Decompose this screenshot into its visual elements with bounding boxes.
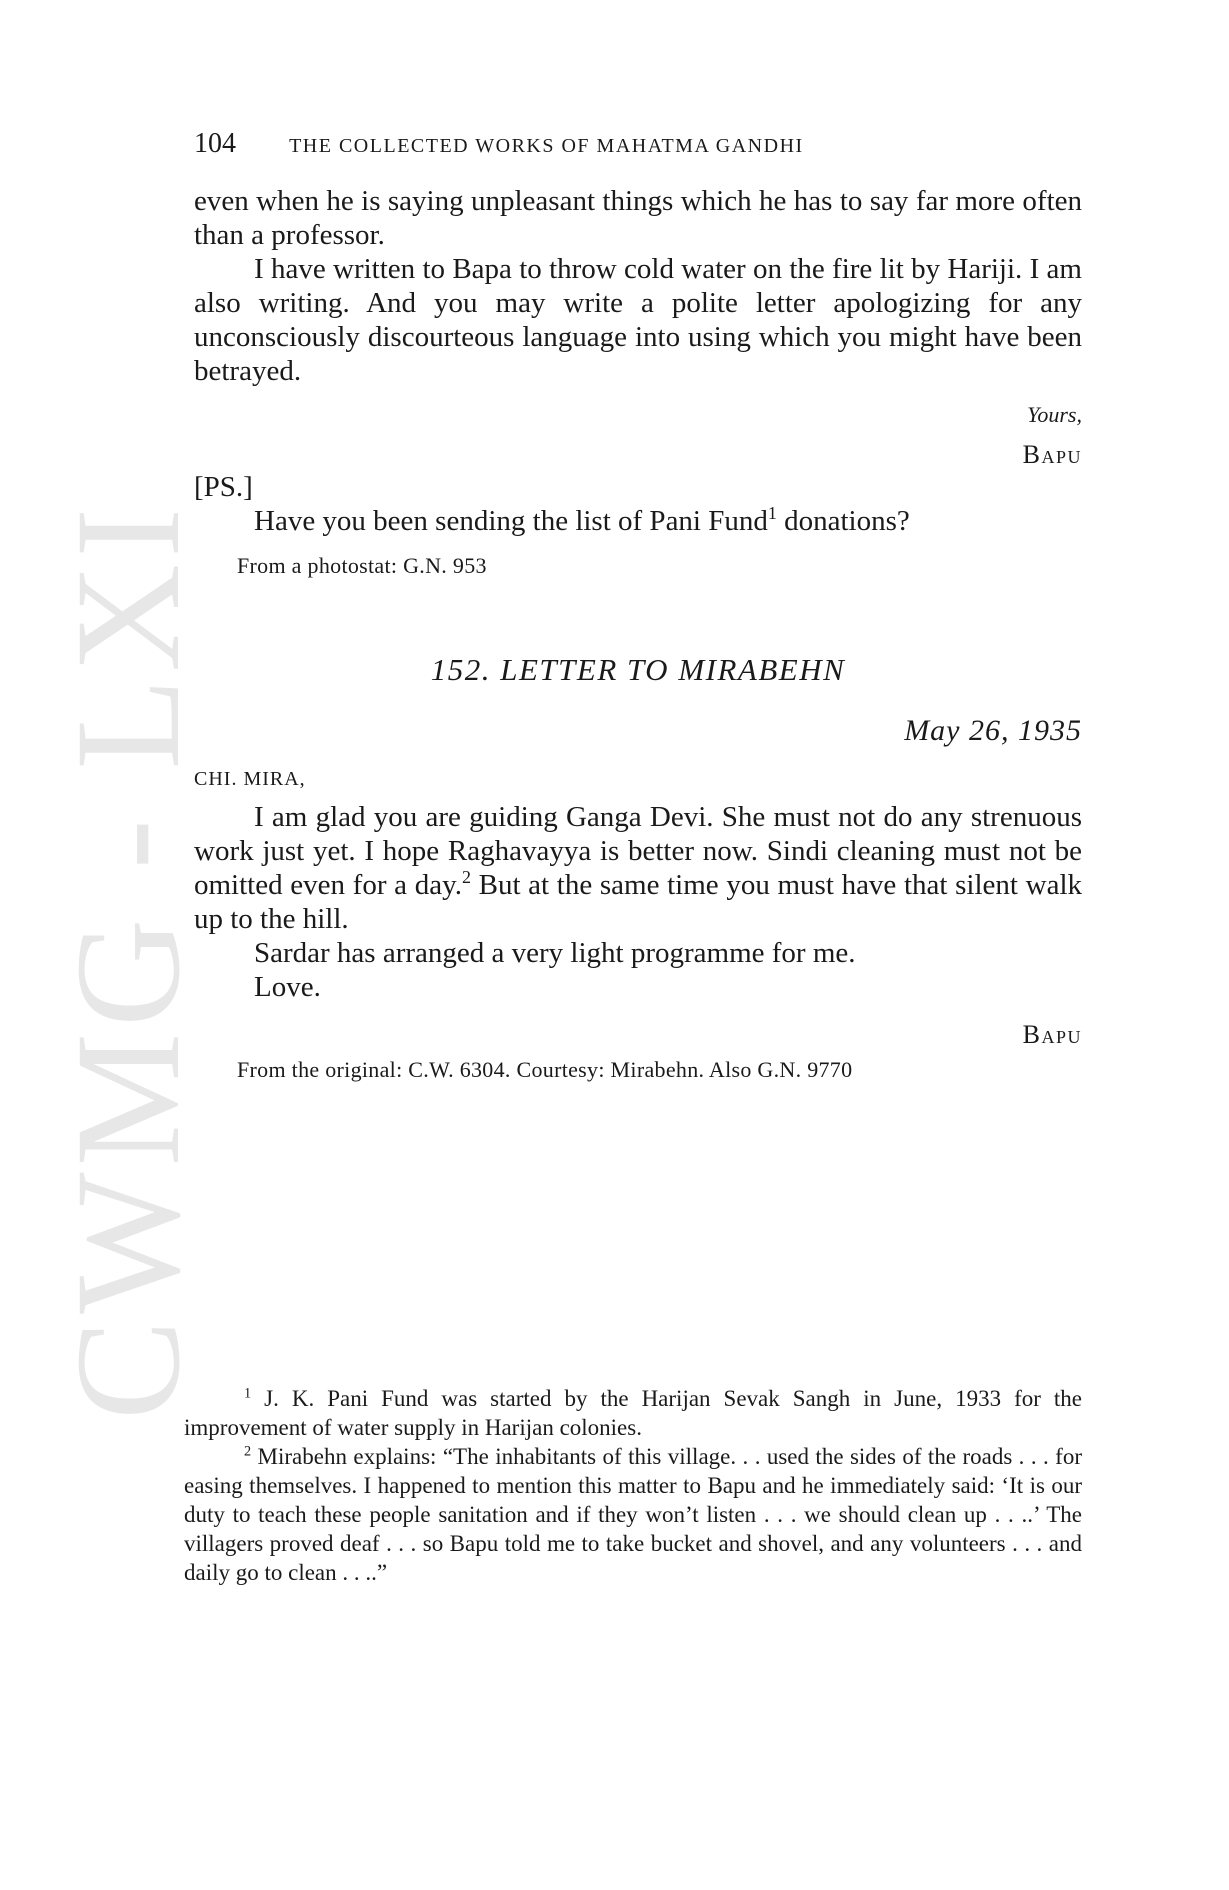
ps-text: Have you been sending the list of Pani Fund$^1$ donations? — [254, 503, 910, 537]
letter2-date: May 26, 1935 — [904, 714, 1082, 747]
letter1-ps — [194, 470, 1082, 538]
running-header — [194, 128, 1084, 160]
page-number: 104 — [194, 128, 236, 159]
letter2-para3: Love. — [254, 971, 321, 1003]
letter1-closing: Yours, — [1027, 402, 1082, 427]
footnote-ref-2: 2 — [461, 867, 471, 888]
running-title: THE COLLECTED WORKS OF MAHATMA GANDHI — [289, 135, 804, 157]
letter1-para1: even when he is saying unpleasant things which he has to say far more often than a professor. — [194, 185, 1082, 251]
footnotes — [184, 1384, 1082, 1587]
letter2-source: From the original: C.W. 6304. Courtesy: Mirabehn. Also G.N. 9770 — [237, 1057, 853, 1082]
letter1-source: From a photostat: G.N. 953 — [237, 553, 487, 578]
footnote-ref-1: 1 — [767, 503, 777, 524]
letter2-signature: Bapu — [1022, 1020, 1082, 1049]
letter1-para2: I have written to Bapa to throw cold water on the fire lit by Hariji. I am also writing. And you may write a polite letter apologizing for any unconsciously discourteous language into using which you might have been betrayed. — [194, 253, 1082, 387]
footnote-2: $^2$ Mirabehn explains: “The inhabitants of this village. . . used the sides of the roads . . . for easing themselves. I happened to mention this matter to Bapu and he immediately said: ‘It is our duty to teach these people sanitation and if they won’t listen . . . we should clean up . . ..’ The villagers proved deaf . . . so Bapu told me to take bucket and shovel, and any volunteers . . . and daily go to clean . . ..” — [184, 1443, 1082, 1585]
letter2-para2: Sardar has arranged a very light programme for me. — [254, 937, 856, 969]
letter2-title: 152. LETTER TO MIRABEHN — [430, 652, 846, 687]
ps-label: [PS.] — [194, 471, 253, 503]
letter1-closing-block — [194, 398, 1082, 472]
letter2-salutation: CHI. MIRA, — [194, 768, 306, 790]
letter2-para1: I am glad you are guiding Ganga Devi. She must not do any strenuous work just yet. I hope Raghavayya is better now. Sindi cleaning must not be omitted even for a day.$^2$ But at the same time you must have that silent walk up to the hill. — [194, 801, 1082, 935]
letter1-body — [194, 184, 1082, 388]
letter2-body — [194, 800, 1082, 1052]
watermark: CWMG - LXI — [45, 501, 211, 1420]
letter1-signature: Bapu — [1022, 440, 1082, 469]
footnote-1: $^1$ J. K. Pani Fund was started by the Harijan Sevak Sangh in June, 1933 for the improvement of water supply in Harijan colonies. — [184, 1385, 1082, 1440]
